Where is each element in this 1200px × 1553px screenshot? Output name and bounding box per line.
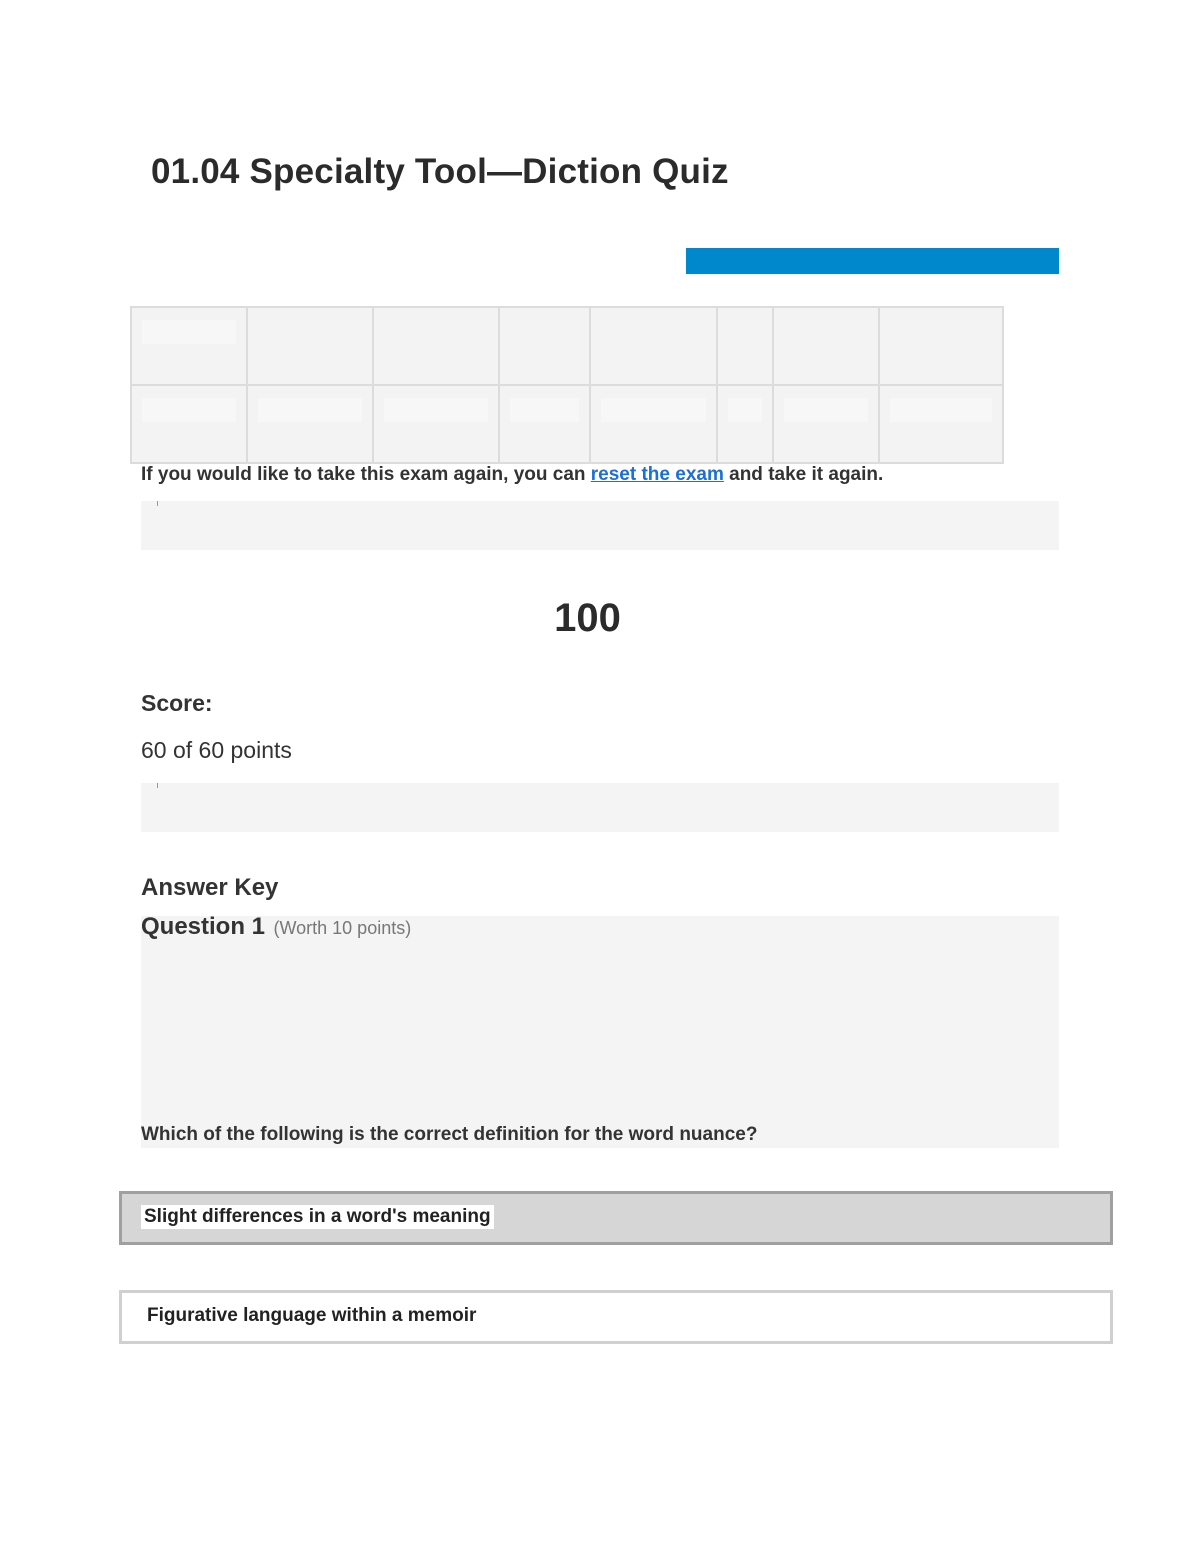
reset-exam-link[interactable]: reset the exam (590, 464, 724, 485)
table-cell (247, 385, 373, 463)
table-cell (717, 385, 773, 463)
table-cell (131, 385, 247, 463)
results-table (130, 306, 1004, 464)
question-worth: (Worth 10 points) (273, 918, 412, 938)
answer-option-label: Figurative language within a memoir (147, 1305, 477, 1326)
progress-accent-bar (686, 248, 1059, 274)
table-cell (773, 385, 879, 463)
info-panel (141, 501, 1059, 550)
question-panel (141, 916, 1059, 1148)
page-title: 01.04 Specialty Tool—Diction Quiz (151, 152, 729, 191)
reset-message-prefix: If you would like to take this exam again, you can (141, 464, 591, 485)
table-cell (499, 307, 590, 385)
reset-message-suffix: and take it again. (723, 464, 884, 485)
reset-exam-message (141, 464, 883, 486)
table-cell (773, 307, 879, 385)
table-cell (717, 307, 773, 385)
question-header (141, 913, 411, 941)
table-cell (590, 307, 717, 385)
table-cell (131, 307, 247, 385)
question-number: Question 1 (141, 913, 266, 940)
question-text: Which of the following is the correct definition for the word nuance? (141, 1124, 758, 1145)
answer-key-heading: Answer Key (141, 874, 279, 901)
score-label: Score: (141, 690, 213, 716)
answer-option[interactable] (119, 1290, 1113, 1344)
table-cell (879, 307, 1003, 385)
answer-option-label: Slight differences in a word's meaning (141, 1205, 494, 1229)
answer-option-selected[interactable] (119, 1191, 1113, 1245)
score-panel (141, 783, 1059, 832)
score-percent: 100 (554, 596, 621, 640)
table-row (131, 307, 1003, 385)
table-cell (499, 385, 590, 463)
table-cell (373, 385, 499, 463)
table-row (131, 385, 1003, 463)
table-cell (247, 307, 373, 385)
table-cell (879, 385, 1003, 463)
table-cell (590, 385, 717, 463)
score-value: 60 of 60 points (141, 737, 292, 763)
table-cell (373, 307, 499, 385)
